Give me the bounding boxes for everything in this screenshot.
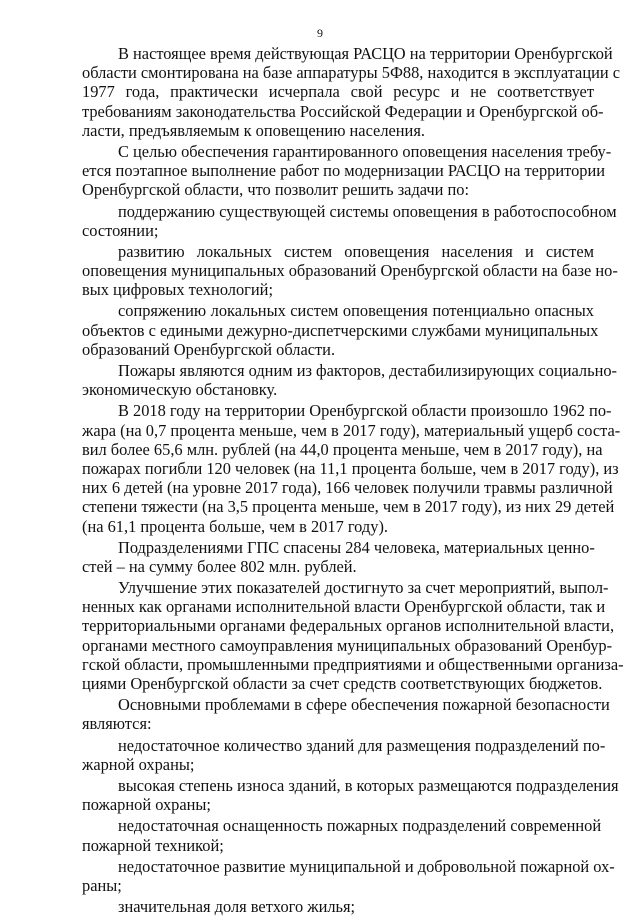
text-line: недостаточное развитие муниципальной и добровольной пожарной ох- bbox=[118, 856, 615, 876]
text-line: состоянии; bbox=[82, 220, 159, 240]
paragraph-stats-2018 bbox=[82, 401, 621, 536]
text-line: недостаточная оснащенность пожарных подразделений современной bbox=[118, 816, 602, 836]
text-line: пожарах погибли 120 человек (на 11,1 процента больше, чем в 2017 году), из bbox=[82, 458, 619, 478]
text-line: области смонтирована на базе аппаратуры 5Ф88, находится в эксплуатации с bbox=[82, 63, 621, 83]
text-line: гской области, промышленными предприятиями и общественными организа- bbox=[82, 654, 624, 674]
text-line: пожарной техникой; bbox=[82, 835, 224, 855]
text-line: жара (на 0,7 процента меньше, чем в 2017 году), материальный ущерб соста- bbox=[82, 420, 621, 440]
paragraph-task-2 bbox=[82, 241, 618, 300]
text-line: сопряжению локальных систем оповещения потенциально опасных bbox=[118, 301, 594, 321]
text-line: степени тяжести (на 3,5 процента меньше, чем в 2017 году), из них 29 детей bbox=[82, 497, 615, 517]
page-number: 9 bbox=[317, 26, 323, 40]
paragraph-fires bbox=[82, 361, 618, 400]
paragraph-rescued bbox=[82, 538, 594, 576]
text-line: территориальными органами федеральных органов исполнительной власти, bbox=[82, 616, 615, 636]
text-line: С целью обеспечения гарантированного оповещения населения требу- bbox=[118, 141, 612, 161]
text-line: вых цифровых технологий; bbox=[82, 280, 274, 300]
paragraph-problem-1 bbox=[82, 735, 606, 774]
text-line: ласти, предъявляемым к оповещению населения. bbox=[82, 120, 425, 140]
text-line: значительная доля ветхого жилья; bbox=[118, 897, 356, 917]
text-line: вил более 65,6 млн. рублей (на 44,0 процента меньше, чем в 2017 году), на bbox=[82, 439, 603, 459]
text-line: экономическую обстановку. bbox=[82, 380, 278, 400]
paragraph-problem-2 bbox=[82, 775, 619, 815]
paragraph-problem-5 bbox=[82, 897, 594, 916]
paragraph-problem-4 bbox=[82, 856, 615, 895]
text-line: (на 61,1 процента больше, чем в 2017 году). bbox=[82, 516, 388, 536]
text-line: ется поэтапное выполнение работ по модернизации РАСЦО на территории bbox=[82, 161, 606, 181]
text-line: требованиям законодательства Российской Федерации и Оренбургской об- bbox=[82, 101, 604, 121]
text-line: стей – на сумму более 802 млн. рублей. bbox=[82, 556, 357, 576]
text-line: ненных как органами исполнительной власти Оренбургской области, так и bbox=[82, 597, 606, 617]
text-line: являются: bbox=[82, 714, 152, 734]
text-line: В 2018 году на территории Оренбургской области произошло 1962 по- bbox=[118, 401, 612, 421]
text-line: Основными проблемами в сфере обеспечения пожарной безопасности bbox=[118, 695, 610, 715]
text-line: недостаточное количество зданий для размещения подразделений по- bbox=[118, 735, 606, 755]
paragraph-task-1 bbox=[82, 201, 617, 240]
text-line: 1977 года, практически исчерпала свой ресурс и не соответствует bbox=[82, 82, 594, 102]
text-line: раны; bbox=[82, 875, 122, 895]
paragraph-problem-3 bbox=[82, 816, 602, 855]
text-line: жарной охраны; bbox=[82, 754, 195, 774]
text-line: поддержанию существующей системы оповещения в работоспособном bbox=[118, 201, 617, 221]
text-line: Подразделениями ГПС спасены 284 человека, материальных ценно- bbox=[118, 537, 595, 557]
text-line: Оренбургской области, что позволит решить задачи по: bbox=[82, 180, 470, 200]
text-line: развитию локальных систем оповещения населения и систем bbox=[118, 241, 594, 261]
text-line: образований Оренбургской области. bbox=[82, 339, 336, 359]
text-line: объектов с едиными дежурно-диспетчерскими службами муниципальных bbox=[82, 320, 599, 340]
paragraph-improvement bbox=[82, 578, 624, 693]
paragraph-rasco bbox=[82, 44, 621, 140]
text-line: В настоящее время действующая РАСЦО на территории Оренбургской bbox=[118, 44, 613, 63]
text-line: высокая степень износа зданий, в которых размещаются подразделения bbox=[118, 775, 619, 795]
text-line: пожарной охраны; bbox=[82, 795, 211, 815]
text-line: Улучшение этих показателей достигнуто за счет мероприятий, выпол- bbox=[118, 578, 609, 598]
text-line: циями Оренбургской области за счет средств соответствующих бюджетов. bbox=[82, 674, 603, 693]
text-line: них 6 детей (на уровне 2017 года), 166 человек получили травмы различной bbox=[82, 478, 613, 498]
text-line: органами местного самоуправления муниципальных образований Оренбур- bbox=[82, 635, 613, 655]
document-body bbox=[82, 44, 624, 918]
paragraph-problems bbox=[82, 695, 610, 734]
paragraph-goal bbox=[82, 141, 612, 200]
paragraph-task-3 bbox=[82, 301, 599, 359]
text-line: Пожары являются одним из факторов, дестабилизирующих социально- bbox=[118, 361, 618, 380]
text-line: оповещения муниципальных образований Оренбургской области на базе но- bbox=[82, 261, 618, 281]
